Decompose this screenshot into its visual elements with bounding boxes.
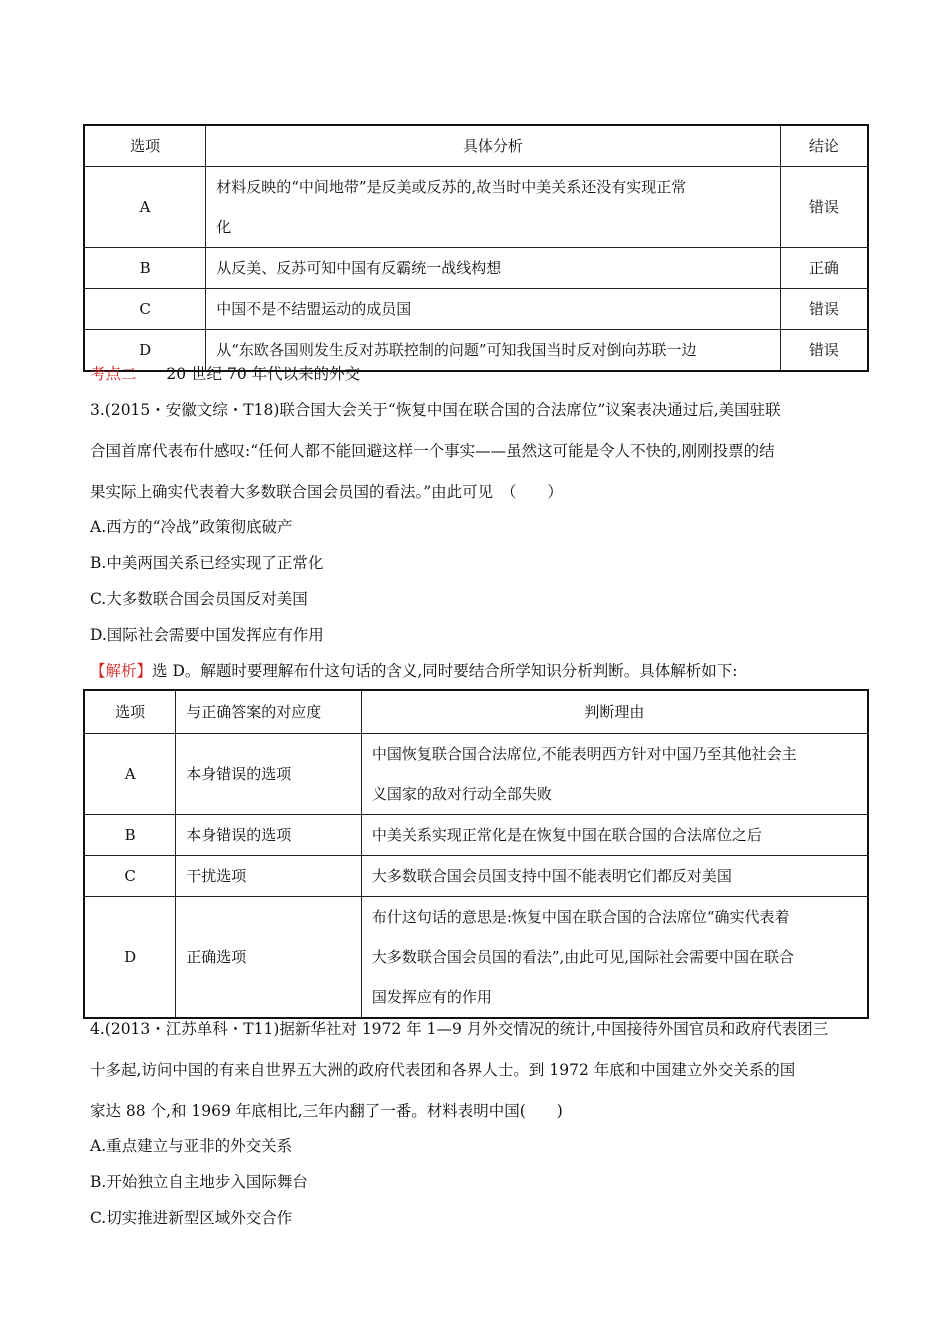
table-row <box>84 289 868 330</box>
q3-line-2: 合国首席代表布什感叹:“任何人都不能回避这样一个事实——虽然这可能是令人不快的,刚刚投票的结 <box>90 442 775 460</box>
row-option: B <box>84 815 176 856</box>
row-degree: 本身错误的选项 <box>176 734 362 815</box>
row-reason <box>361 734 868 815</box>
row-option: C <box>84 856 176 897</box>
analysis-line: 材料反映的“中间地带”是反美或反苏的,故当时中美关系还没有实现正常 <box>216 178 687 196</box>
row-option: A <box>84 167 206 248</box>
row-degree: 干扰选项 <box>176 856 362 897</box>
reason-line: 义国家的敌对行动全部失败 <box>371 785 552 803</box>
row-reason: 大多数联合国会员国支持中国不能表明它们都反对美国 <box>361 856 868 897</box>
row-result: 错误 <box>780 167 868 248</box>
q3-option-d: D.国际社会需要中国发挥应有作用 <box>90 626 324 644</box>
row-option: C <box>84 289 206 330</box>
q3-line-1: 3.(2015・安徽文综・T18)联合国大会关于“恢复中国在联合国的合法席位”议案表决通过后,美国驻联 <box>90 401 781 419</box>
q3-analysis <box>90 661 738 681</box>
analysis-line: 化 <box>216 218 232 236</box>
header-degree: 与正确答案的对应度 <box>176 690 362 734</box>
row-degree: 正确选项 <box>176 897 362 1019</box>
q4-option-c: C.切实推进新型区域外交合作 <box>90 1209 293 1227</box>
header-analysis: 具体分析 <box>206 125 781 167</box>
header-reason: 判断理由 <box>361 690 868 734</box>
q4-option-a: A.重点建立与亚非的外交关系 <box>90 1137 293 1155</box>
analysis-text: 选 D。解题时要理解布什这句话的含义,同时要结合所学知识分析判断。具体解析如下: <box>152 662 738 680</box>
table-row <box>84 167 868 248</box>
row-reason <box>361 897 868 1019</box>
row-result: 正确 <box>780 248 868 289</box>
section-label: 考点二 <box>90 365 137 383</box>
reason-line: 大多数联合国会员国的看法”,由此可见,国际社会需要中国在联合 <box>371 948 795 966</box>
row-analysis: 从反美、反苏可知中国有反霸统一战线构想 <box>206 248 781 289</box>
analysis-table-1 <box>83 124 869 372</box>
analysis-tag: 【解析】 <box>90 662 153 680</box>
reason-line: 国发挥应有的作用 <box>371 988 492 1006</box>
q3-line-3: 果实际上确实代表着大多数联合国会员国的看法。”由此可见 （ ） <box>90 483 563 501</box>
table-row <box>84 248 868 289</box>
reason-line: 中国恢复联合国合法席位,不能表明西方针对中国乃至其他社会主 <box>371 745 797 763</box>
row-option: D <box>84 897 176 1019</box>
table-header-row <box>84 690 868 734</box>
row-option: B <box>84 248 206 289</box>
q4-line-2: 十多起,访问中国的有来自世界五大洲的政府代表团和各界人士。到 1972 年底和中国建立外交关系的国 <box>90 1061 796 1079</box>
q3-option-c: C.大多数联合国会员国反对美国 <box>90 590 308 608</box>
table-row <box>84 897 868 1019</box>
row-option: D <box>84 330 206 372</box>
table-row <box>84 856 868 897</box>
reason-line: 布什这句话的意思是:恢复中国在联合国的合法席位“确实代表着 <box>371 908 790 926</box>
table-row <box>84 734 868 815</box>
row-analysis: 从“东欧各国则发生反对苏联控制的问题”可知我国当时反对倒向苏联一边 <box>206 330 781 372</box>
q4-line-3: 家达 88 个,和 1969 年底相比,三年内翻了一番。材料表明中国( ) <box>90 1102 563 1120</box>
table-row <box>84 815 868 856</box>
q3-option-a: A.西方的“冷战”政策彻底破产 <box>90 518 293 536</box>
row-option: A <box>84 734 176 815</box>
row-result: 错误 <box>780 330 868 372</box>
q4-line-1: 4.(2013・江苏单科・T11)据新华社对 1972 年 1—9 月外交情况的统计,中国接待外国官员和政府代表团三 <box>90 1020 829 1038</box>
row-degree: 本身错误的选项 <box>176 815 362 856</box>
analysis-table-2 <box>83 689 869 1019</box>
section-title: 20 世纪 70 年代以来的外交 <box>166 365 361 383</box>
row-result: 错误 <box>780 289 868 330</box>
table-header-row <box>84 125 868 167</box>
section-heading <box>90 364 360 384</box>
q4-option-b: B.开始独立自主地步入国际舞台 <box>90 1173 308 1191</box>
q3-option-b: B.中美两国关系已经实现了正常化 <box>90 554 324 572</box>
header-option: 选项 <box>84 125 206 167</box>
row-reason: 中美关系实现正常化是在恢复中国在联合国的合法席位之后 <box>361 815 868 856</box>
row-analysis <box>206 167 781 248</box>
header-result: 结论 <box>780 125 868 167</box>
row-analysis: 中国不是不结盟运动的成员国 <box>206 289 781 330</box>
header-option: 选项 <box>84 690 176 734</box>
